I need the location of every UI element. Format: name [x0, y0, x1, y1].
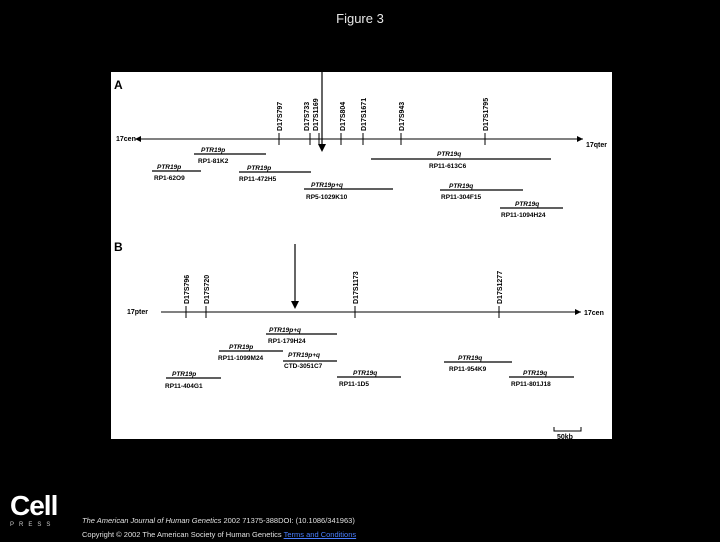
axis-b-left-label: 17pter — [127, 309, 149, 316]
axis-a-left-label: 17cen — [116, 136, 136, 143]
cell-press-logo — [10, 492, 66, 528]
clone-gene-label: PTR19q — [523, 370, 548, 377]
marker-label: D17S797 — [277, 101, 284, 131]
clone-name-label: RP11-1099M24 — [218, 355, 264, 362]
citation-line — [82, 514, 356, 528]
axis-a-right-label: 17qter — [586, 142, 608, 149]
clone-gene-label: PTR19p — [247, 165, 272, 172]
clone-gene-label: PTR19q — [353, 370, 378, 377]
clone-gene-label: PTR19p — [157, 164, 182, 171]
marker-label: D17S796 — [184, 274, 191, 304]
gene-arrowhead-a — [318, 144, 326, 152]
clone-name-label: RP11-954K9 — [449, 366, 487, 373]
axis-a-left-arrow — [135, 136, 141, 142]
panel-a-label: A — [114, 78, 123, 92]
clone-name-label: RP11-1094H24 — [501, 212, 546, 219]
clone-gene-label: PTR19q — [437, 151, 462, 158]
axis-b-right-label: 17cen — [584, 310, 604, 317]
marker-label: D17S1671 — [361, 97, 368, 131]
clone-name-label: RP11-304F15 — [441, 194, 482, 201]
genetic-map-diagram — [111, 72, 612, 439]
clone-gene-label: PTR19p — [201, 147, 226, 154]
terms-link[interactable]: Terms and Conditions — [283, 530, 357, 539]
marker-label: D17S943 — [399, 101, 406, 131]
press-logo-word: PRESS — [10, 522, 56, 528]
axis-a-right-arrow — [577, 136, 583, 142]
clone-name-label: RP11-472H5 — [239, 176, 277, 183]
marker-label: D17S1277 — [497, 270, 504, 304]
marker-label: D17S1795 — [483, 97, 490, 131]
clone-gene-label: PTR19p+q — [269, 327, 301, 334]
clone-name-label: CTD-3051C7 — [284, 363, 323, 370]
panel-b — [114, 240, 604, 390]
panel-b-label: B — [114, 240, 123, 254]
journal-name: The American Journal of Human Genetics — [82, 516, 222, 525]
copyright-text: Copyright © 2002 The American Society of Human Genetics — [82, 530, 282, 539]
clone-name-label: RP11-1D5 — [339, 381, 369, 388]
clone-name-label: RP11-613C6 — [429, 163, 467, 170]
clone-name-label: RP1-179H24 — [268, 338, 306, 345]
marker-label: D17S804 — [340, 101, 347, 131]
clone-gene-label: PTR19p — [229, 344, 254, 351]
clone-name-label: RP5-1029K10 — [306, 194, 348, 201]
citation-details: 2002 71375-388DOI: (10.1086/341963) — [223, 516, 355, 525]
clone-gene-label: PTR19q — [458, 355, 483, 362]
figure-title: Figure 3 — [336, 11, 384, 26]
cell-logo-word: Cell — [10, 490, 58, 521]
clone-gene-label: PTR19p — [172, 371, 197, 378]
clone-name-label: RP11-801J18 — [511, 381, 551, 388]
clone-gene-label: PTR19p+q — [311, 182, 343, 189]
clone-gene-label: PTR19q — [515, 201, 540, 208]
marker-label: D17S1173 — [353, 271, 360, 304]
citation-block — [82, 514, 356, 542]
clone-gene-label: PTR19p+q — [288, 352, 320, 359]
panel-a — [114, 72, 607, 219]
figure-image — [111, 72, 612, 439]
scale-bar — [554, 427, 581, 431]
marker-label: D17S720 — [204, 274, 211, 304]
scale-bar-label: 50kb — [557, 434, 573, 439]
clone-name-label: RP1-81K2 — [198, 158, 229, 165]
marker-label: D17S1169 — [313, 98, 320, 131]
gene-arrowhead-b — [291, 301, 299, 309]
axis-b-right-arrow — [575, 309, 581, 315]
clone-name-label: RP1-62O9 — [154, 175, 185, 182]
clone-name-label: RP11-404G1 — [165, 383, 203, 390]
marker-label: D17S733 — [304, 101, 311, 131]
clone-gene-label: PTR19q — [449, 183, 474, 190]
